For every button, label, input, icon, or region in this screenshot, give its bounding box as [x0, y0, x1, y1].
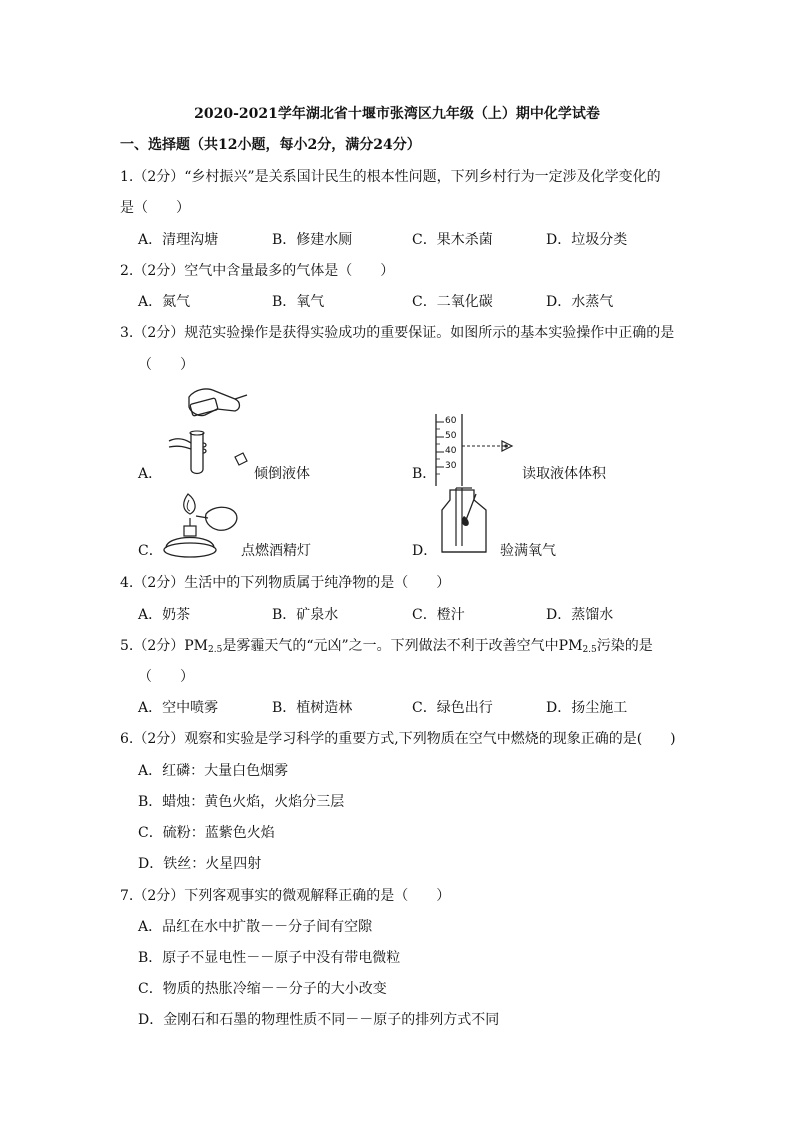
q3-stem-line1: 3.（2分）规范实验操作是获得实验成功的重要保证。如图所示的基本实验操作中正确的是 [120, 325, 675, 341]
q7-option-a: A．品红在水中扩散－－分子间有空隙 [138, 919, 373, 935]
q2-option-c: C．二氧化碳 [412, 294, 493, 310]
alcohol-lamp-figure [160, 488, 242, 560]
q1-option-a: A．清理沟塘 [138, 232, 219, 248]
q1-option-c: C．果木杀菌 [412, 232, 493, 248]
q6-stem: 6.（2分）观察和实验是学习科学的重要方式,下列物质在空气中燃烧的现象正确的是( ) [120, 731, 676, 747]
q6-option-c: C．硫粉：蓝紫色火焰 [138, 825, 275, 841]
q3-caption-a: 倾倒液体 [254, 466, 310, 482]
graduated-cylinder-figure [430, 412, 520, 486]
q1-stem-line2: 是（ ） [120, 200, 190, 216]
q5-stem-line1 [120, 635, 653, 655]
q3-option-c: C． [138, 543, 163, 559]
q4-option-b: B．矿泉水 [272, 607, 339, 623]
q5-stem-part1: 5.（2分）PM [120, 638, 209, 654]
cylinder-tick-60: 60 [445, 416, 457, 426]
q3-caption-d: 验满氧气 [500, 543, 556, 559]
q4-stem: 4.（2分）生活中的下列物质属于纯净物的是（ ） [120, 575, 451, 591]
q7-option-b: B．原子不显电性－－原子中没有带电微粒 [138, 950, 401, 966]
q5-option-c: C．绿色出行 [412, 700, 493, 716]
q3-option-b: B． [412, 466, 437, 482]
q3-caption-b: 读取液体体积 [522, 466, 606, 482]
q7-option-c: C．物质的热胀冷缩－－分子的大小改变 [138, 981, 387, 997]
q3-option-a: A． [138, 466, 163, 482]
q6-option-d: D．铁丝：火星四射 [138, 856, 262, 872]
q6-option-b: B．蜡烛：黄色火焰，火焰分三层 [138, 794, 345, 810]
q3-caption-c: 点燃酒精灯 [241, 543, 311, 559]
cylinder-tick-30: 30 [445, 461, 457, 471]
q2-option-d: D．水蒸气 [546, 294, 614, 310]
q2-stem: 2.（2分）空气中含量最多的气体是（ ） [120, 263, 395, 279]
q3-option-d: D． [412, 543, 438, 559]
q4-option-d: D．蒸馏水 [546, 607, 614, 623]
cylinder-tick-40: 40 [445, 446, 457, 456]
section-heading: 一、选择题（共12小题，每小2分，满分24分） [120, 137, 421, 153]
oxygen-test-figure [436, 486, 498, 554]
q1-stem-line1: 1.（2分）“乡村振兴”是关系国计民生的根本性问题，下列乡村行为一定涉及化学变化的 [120, 169, 661, 185]
q5-option-b: B．植树造林 [272, 700, 353, 716]
q4-option-a: A．奶茶 [138, 607, 191, 623]
q5-subscript-2: 2.5 [582, 645, 597, 655]
q2-option-b: B．氧气 [272, 294, 325, 310]
exam-title: 2020-2021学年湖北省十堰市张湾区九年级（上）期中化学试卷 [194, 106, 600, 122]
cylinder-tick-50: 50 [445, 431, 457, 441]
q3-stem-line2: （ ） [138, 357, 194, 373]
q5-subscript-1: 2.5 [208, 645, 223, 655]
q4-option-c: C．橙汁 [412, 607, 465, 623]
q5-stem-part2: 是雾霾天气的“元凶”之一。下列做法不利于改善空气中PM [222, 638, 583, 654]
q7-stem: 7.（2分）下列客观事实的微观解释正确的是（ ） [120, 888, 451, 904]
q5-option-d: D．扬尘施工 [546, 700, 628, 716]
q1-option-d: D．垃圾分类 [546, 232, 628, 248]
q2-option-a: A．氮气 [138, 294, 191, 310]
q7-option-d: D．金刚石和石墨的物理性质不同－－原子的排列方式不同 [138, 1012, 500, 1028]
pour-liquid-figure [155, 385, 255, 480]
q5-option-a: A．空中喷雾 [138, 700, 219, 716]
q5-stem-line2: （ ） [138, 669, 194, 685]
q1-option-b: B．修建水厕 [272, 232, 353, 248]
q5-stem-part3: 污染的是 [596, 638, 653, 654]
q6-option-a: A．红磷：大量白色烟雾 [138, 763, 289, 779]
